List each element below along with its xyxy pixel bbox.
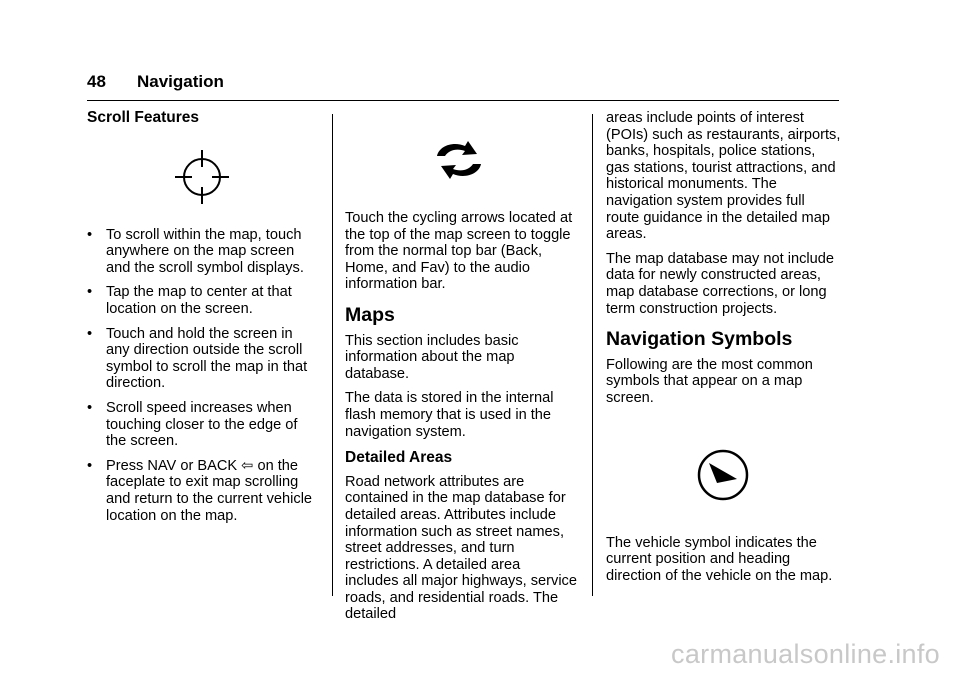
maps-paragraph-1: This section includes basic information about the map database. (345, 332, 519, 382)
vehicle-symbol-text: The vehicle symbol indicates the current position and heading direction of the vehicle on the map. (606, 534, 833, 584)
column-2 (345, 110, 577, 631)
cycling-arrows-text: Touch the cycling arrows located at the top of the map screen to toggle from the normal top bar (Back, Home, and Fav) to the audio information bar. (345, 210, 573, 293)
page-title: Navigation (137, 72, 224, 91)
page-header (87, 70, 839, 101)
navigation-symbols-intro: Following are the most common symbols that appear on a map screen. (606, 356, 813, 406)
scroll-crosshair-icon (85, 127, 319, 227)
detailed-areas-paragraph: Road network attributes are contained in the map database for detailed areas. Attributes include information such as street names, street addresses, and turn restrictions. A detailed area includes all major highways, service roads, and residential roads. The detailed (345, 473, 577, 623)
back-arrow-icon: ⇦ (241, 457, 254, 474)
detailed-areas-continued: areas include points of interest (POIs) such as restaurants, airports, banks, hospitals, police stations, gas stations, tourist attractions, and historical monuments. The navigation system provides full route guidance in the detailed map areas. (606, 110, 841, 243)
watermark-text: carmanualsonline.info (671, 639, 940, 669)
navigation-symbols-heading: Navigation Symbols (606, 328, 793, 351)
scroll-bullet-list (87, 227, 319, 525)
column-1 (87, 110, 319, 532)
column-3 (606, 110, 842, 592)
maps-paragraph-2: The data is stored in the internal flash memory that is used in the navigation system. (345, 390, 554, 440)
scroll-features-heading: Scroll Features (87, 109, 199, 126)
list-item: • Scroll speed increases when touching closer to the edge of the screen. (87, 399, 298, 450)
page-number: 48 (87, 72, 106, 91)
list-item: • Touch and hold the screen in any direction outside the scroll symbol to scroll the map in that direction. (87, 325, 308, 392)
detailed-areas-heading: Detailed Areas (345, 449, 453, 467)
column-divider (332, 114, 333, 596)
list-item: • Press NAV or BACK ⇦ on the faceplate to exit map scrolling and return to the current vehicle location on the map. (87, 457, 313, 524)
column-divider (592, 114, 593, 596)
map-database-paragraph: The map database may not include data for newly constructed areas, map database corrections, or long term construction projects. (606, 250, 834, 317)
list-item: • To scroll within the map, touch anywhere on the map screen and the scroll symbol displays. (87, 226, 304, 276)
cycling-arrows-icon (341, 110, 577, 210)
maps-heading: Maps (345, 303, 395, 326)
vehicle-symbol-icon (604, 415, 842, 535)
list-item: • Tap the map to center at that location on the screen. (87, 284, 292, 317)
